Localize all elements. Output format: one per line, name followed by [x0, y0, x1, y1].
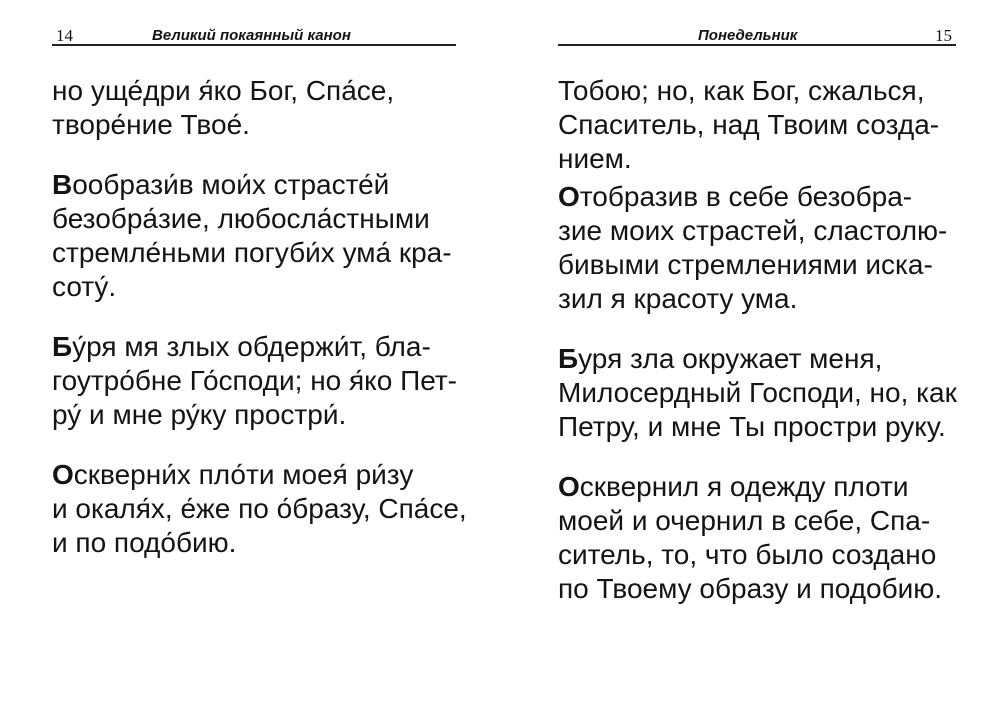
text-line: гоутро́бне Го́споди; но я́ко Пет- [52, 365, 458, 396]
drop-initial: О [558, 471, 580, 502]
text-line: по Твоему образу и подобию. [558, 573, 943, 604]
stanza-2 [52, 168, 456, 304]
left-running-head [52, 0, 456, 46]
left-page [52, 0, 467, 702]
text-line: бивыми стремлениями иска- [558, 249, 933, 280]
line-text: скверни́х пло́ти моея́ ри́зу [73, 459, 414, 490]
right-page [558, 0, 956, 702]
text-line: безобра́зие, любосла́стными [52, 203, 430, 234]
drop-initial: В [52, 169, 73, 200]
drop-initial: О [558, 181, 580, 212]
text-line [52, 458, 456, 492]
stanza-4 [558, 470, 956, 606]
line-text: сквернил я одежду плоти [579, 471, 909, 502]
text-line: Тобою; но, как Бог, сжалься, [558, 75, 925, 106]
text-line [558, 342, 956, 376]
text-line [558, 470, 956, 504]
running-title: Великий покаянный канон [152, 27, 351, 44]
line-text: тобразив в себе безобра- [579, 181, 913, 212]
running-title: Понедельник [698, 27, 798, 44]
text-line: моей и очернил в себе, Спа- [558, 505, 931, 536]
text-line: ситель, то, что было создано [558, 539, 937, 570]
stanza-3 [558, 342, 956, 444]
text-line: и по подо́бию. [52, 527, 237, 558]
text-line: стремле́ньми погуби́х ума́ кра- [52, 237, 452, 268]
page-number: 15 [935, 26, 952, 45]
text-line: ру́ и мне ру́ку простри́. [52, 399, 347, 430]
text-line: Милосердный Господи, но, как [558, 377, 957, 408]
stanza-1 [52, 74, 456, 142]
text-line [52, 168, 456, 202]
left-text-block [52, 74, 467, 560]
drop-initial: Б [558, 343, 579, 374]
text-line: Петру, и мне Ты простри руку. [558, 411, 946, 442]
stanza-2 [558, 180, 956, 316]
line-text: уря зла окружает меня, [578, 343, 883, 374]
right-text-block [558, 74, 956, 606]
text-line: нием. [558, 143, 632, 174]
drop-initial: О [52, 459, 74, 490]
text-line: творе́ние Твое́. [52, 109, 250, 140]
text-line: но уще́дри я́ко Бог, Спа́се, [52, 75, 395, 106]
text-line [558, 180, 956, 214]
text-line: Спаситель, над Твоим созда- [558, 109, 940, 140]
stanza-3 [52, 330, 456, 432]
stanza-1 [558, 74, 956, 176]
right-running-head [558, 0, 956, 46]
text-line: и окаля́х, е́же по о́бразу, Спа́се, [52, 493, 467, 524]
text-line: зие моих страстей, сластолю- [558, 215, 948, 246]
text-line [52, 330, 456, 364]
page-number: 14 [56, 26, 73, 45]
text-line: зил я красоту ума. [558, 283, 798, 314]
line-text: у́ря мя злых обдержи́т, бла- [72, 331, 431, 362]
drop-initial: Б [52, 331, 73, 362]
text-line: соту́. [52, 271, 117, 302]
line-text: ообрази́в мои́х страсте́й [72, 169, 390, 200]
stanza-4 [52, 458, 467, 560]
